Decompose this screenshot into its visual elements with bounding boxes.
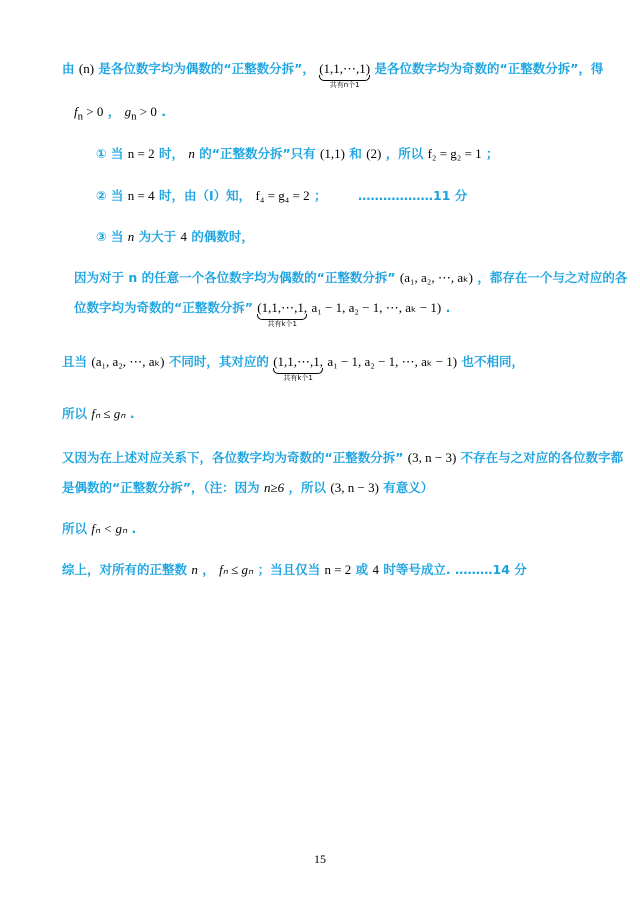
paragraph-7: [62, 450, 623, 466]
symbol-g: g: [124, 104, 132, 119]
text-segment: ；: [313, 188, 327, 203]
paragraph-6: [62, 406, 135, 422]
text-segment: 所以: [62, 406, 88, 421]
subscript: n: [77, 110, 84, 123]
underbrace-expression: [273, 354, 324, 382]
math-expression: n: [188, 146, 195, 161]
text-segment: 是各位数字均为奇数的“正整数分拆”，得: [374, 61, 604, 76]
case-3: [96, 229, 254, 245]
math-expression: fₙ ≤ gₙ: [91, 406, 126, 421]
math-expression: (n): [78, 61, 95, 76]
paragraph-3: [74, 270, 627, 286]
text-segment: 且当: [62, 354, 88, 369]
math-expression: fₙ < gₙ: [91, 521, 128, 536]
underbrace-caption: 共有n个1: [329, 81, 360, 89]
math-expression: f₄ = g₄ = 2: [255, 188, 310, 203]
text-segment: 时等号成立. ………14 分: [383, 562, 527, 577]
text-segment: .: [131, 521, 137, 536]
score-marker: ………………11 分: [358, 188, 468, 203]
case-2: [96, 188, 326, 204]
paragraph-1: [62, 61, 604, 89]
paragraph-5: [62, 354, 524, 382]
text-segment: 不存在与之对应的各位数字都: [460, 450, 624, 465]
math-expression: > 0: [83, 104, 104, 119]
text-segment: 综上，对所有的正整数: [62, 562, 188, 577]
math-expression: > 0: [136, 104, 157, 119]
text-segment: 或: [355, 562, 369, 577]
math-expression: (3, n − 3): [330, 480, 379, 495]
math-expression: fₙ ≤ gₙ: [219, 562, 254, 577]
math-expression: (3, n − 3): [407, 450, 457, 465]
math-expression: 4: [180, 229, 188, 244]
math-expression: f₂ = g₂ = 1: [427, 146, 482, 161]
math-expression: 4: [372, 562, 380, 577]
text-segment: ；: [486, 146, 499, 161]
math-expression: (1,1,⋯,1,: [273, 354, 324, 369]
text-segment: 由: [62, 61, 75, 76]
text-segment: ，: [107, 104, 121, 119]
math-expression: n: [127, 229, 135, 244]
math-expression: (a₁, a₂, ⋯, aₖ): [91, 354, 165, 369]
text-segment: 时，由（Ⅰ）知，: [159, 188, 252, 203]
text-segment: ，所以: [385, 146, 424, 161]
underbrace-caption: 共有k个1: [267, 320, 297, 328]
case-1: [96, 146, 499, 162]
paragraph-10: [62, 562, 527, 578]
page-number: 15: [314, 852, 326, 866]
math-expression: (1,1): [320, 146, 345, 161]
symbol-f: f: [74, 104, 78, 119]
underbrace-expression: [257, 300, 308, 328]
math-expression: (1,1,⋯,1): [319, 61, 371, 76]
math-expression: n: [191, 562, 198, 577]
text-segment: ① 当: [96, 146, 124, 161]
text-segment: 所以: [62, 521, 88, 536]
math-expression: [74, 104, 104, 123]
text-segment: 和: [349, 146, 362, 161]
text-segment: .: [445, 300, 451, 315]
math-expression: n = 2: [127, 146, 155, 161]
text-segment: 的“正整数分拆”只有: [199, 146, 316, 161]
text-segment: 是偶数的“正整数分拆”，（注：因为: [62, 480, 260, 495]
text-segment: 因为对于 n 的任意一个各位数字均为偶数的“正整数分拆”: [74, 270, 396, 285]
text-segment: 是各位数字均为偶数的“正整数分拆”，: [98, 61, 315, 76]
paragraph-8: [62, 480, 433, 496]
text-segment: ；当且仅当: [257, 562, 321, 577]
text-segment: 不同时，其对应的: [168, 354, 269, 369]
underbrace-caption: 共有k个1: [283, 374, 313, 382]
text-segment: 又因为在上述对应关系下，各位数字均为奇数的“正整数分拆”: [62, 450, 404, 465]
text-segment: 的偶数时，: [191, 229, 254, 244]
text-segment: 也不相同，: [461, 354, 524, 369]
math-expression: a₁ − 1, a₂ − 1, ⋯, aₖ − 1): [327, 354, 458, 369]
text-segment: ③ 当: [96, 229, 124, 244]
math-expression: n = 2: [324, 562, 352, 577]
subscript: n: [131, 110, 137, 123]
text-segment: 为大于: [138, 229, 177, 244]
paragraph-4: [74, 300, 451, 328]
math-expression: [124, 104, 157, 123]
math-expression: n≥6: [264, 480, 285, 495]
text-segment: .: [129, 406, 135, 421]
text-segment: ② 当: [96, 188, 124, 203]
math-expression: (2): [366, 146, 382, 161]
text-segment: 有意义）: [383, 480, 434, 495]
text-segment: ，都存在一个与之对应的各: [477, 270, 628, 285]
math-expression: n = 4: [127, 188, 155, 203]
math-expression: (a₁, a₂, ⋯, aₖ): [399, 270, 473, 285]
text-segment: 位数字均为奇数的“正整数分拆”: [74, 300, 253, 315]
paragraph-2: [74, 104, 166, 125]
math-expression: a₁ − 1, a₂ − 1, ⋯, aₖ − 1): [311, 300, 442, 315]
underbrace-expression: [319, 61, 371, 89]
math-expression: (1,1,⋯,1,: [257, 300, 308, 315]
paragraph-9: [62, 521, 136, 537]
text-segment: ，: [202, 562, 215, 577]
text-segment: 时，: [159, 146, 185, 161]
text-segment: .: [161, 104, 166, 119]
text-segment: ，所以: [288, 480, 327, 495]
